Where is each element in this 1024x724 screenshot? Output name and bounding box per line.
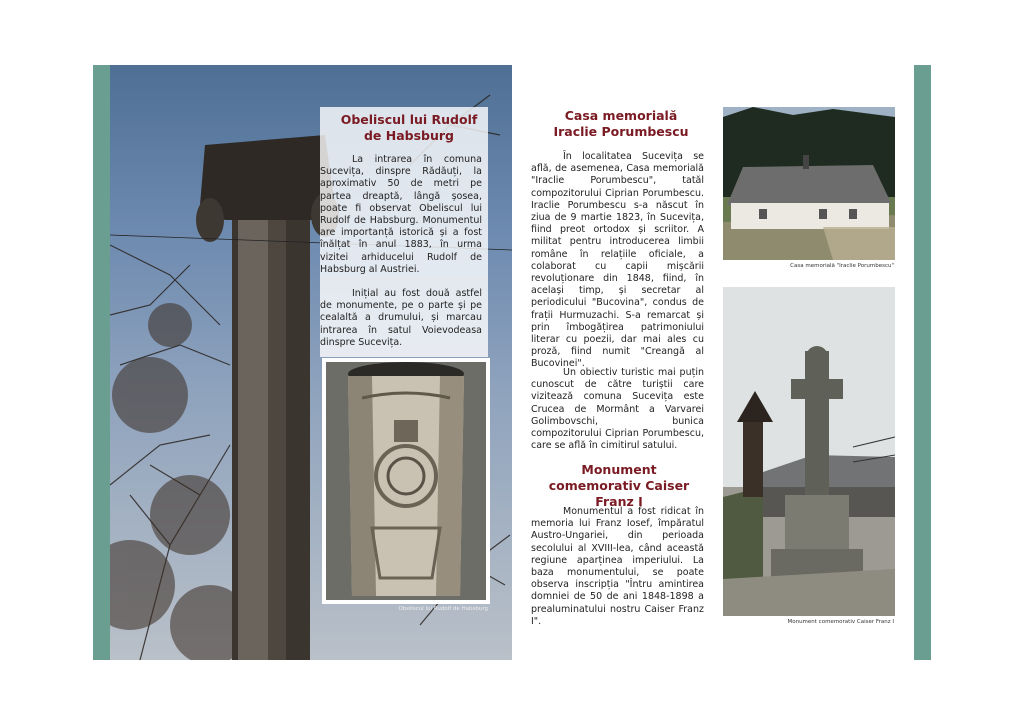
franz-monument-caption: Monument comemorativ Caiser Franz I	[787, 619, 894, 625]
obelisk-heading: Obeliscul lui Rudolf de Habsburg	[340, 112, 478, 143]
memorial-house-caption: Casa memorială "Iraclie Porumbescu"	[790, 263, 894, 269]
casa-memoriala-paragraph-1: În localitatea Sucevița se află, de asemenea, Casa memorială "Iraclie Porumbescu", tatăl compozitorului Ciprian Porumbescu. Iraclie Porumbescu s-a născut în ziua de 9 martie 1823, în Sucevița, fiind preot ortodox și scriitor. A militat pentru introducerea limbii române în relațiile oficiale, a colaborat cu capii mișcării revoluționare din 1848, fiind, în același timp, și secretar al periodicului "Bucovina", condus de frații Hurmuzachi. S-a remarcat și prin îmbogățirea patrimoniului literar cu poezii, dar mai ales cu proză, fiind numit "Creangă al Bucovinei".	[531, 151, 704, 370]
obelisk-inset-caption: Obeliscul lui Rudolf de Habsburg	[398, 606, 488, 612]
obelisk-paragraph-1: La intrarea în comuna Sucevița, dinspre Rădăuți, la aproximativ 50 de metri pe partea dreaptă, lângă șosea, poate fi observat Obeliscul lui Rudolf de Habsburg. Monumentul are importanță istorică și a fost înălțat în anul 1883, în urma vizitei arhiducelui Rudolf de Habsburg al Austriei.	[320, 154, 482, 275]
right-accent-band	[914, 65, 931, 660]
casa-memoriala-heading: Casa memorială Iraclie Porumbescu	[553, 108, 689, 139]
obelisk-paragraph-2: Inițial au fost două astfel de monumente, pe o parte și pe cealaltă a drumului, și marcau intrarea în satul Voievodeasa dinspre Sucevița.	[320, 288, 482, 348]
monument-franz-paragraph: Monumentul a fost ridicat în memoria lui Franz Iosef, împăratul Austro-Ungariei, din perioada secolului al XVIII-lea, când această regiune aparținea imperiului. La baza monumentului, se poate observa inscripția "Întru amintirea domniei de 50 de ani 1848-1898 a prealuminatului nostru Caiser Franz I".	[531, 506, 704, 627]
monument-franz-heading: Monument comemorativ Caiser Franz I	[548, 462, 690, 509]
casa-memoriala-paragraph-2: Un obiectiv turistic mai puțin cunoscut de către turiștii care vizitează comuna Sucevița este Crucea de Mormânt a Varvarei Golimbovschi, bunica compozitorului Ciprian Porumbescu, care se află în cimitirul satului.	[531, 367, 704, 452]
left-accent-band	[93, 65, 110, 660]
franz-monument-photo	[723, 287, 895, 616]
obelisk-capital-inset-photo	[322, 358, 490, 604]
memorial-house-photo	[723, 107, 895, 260]
